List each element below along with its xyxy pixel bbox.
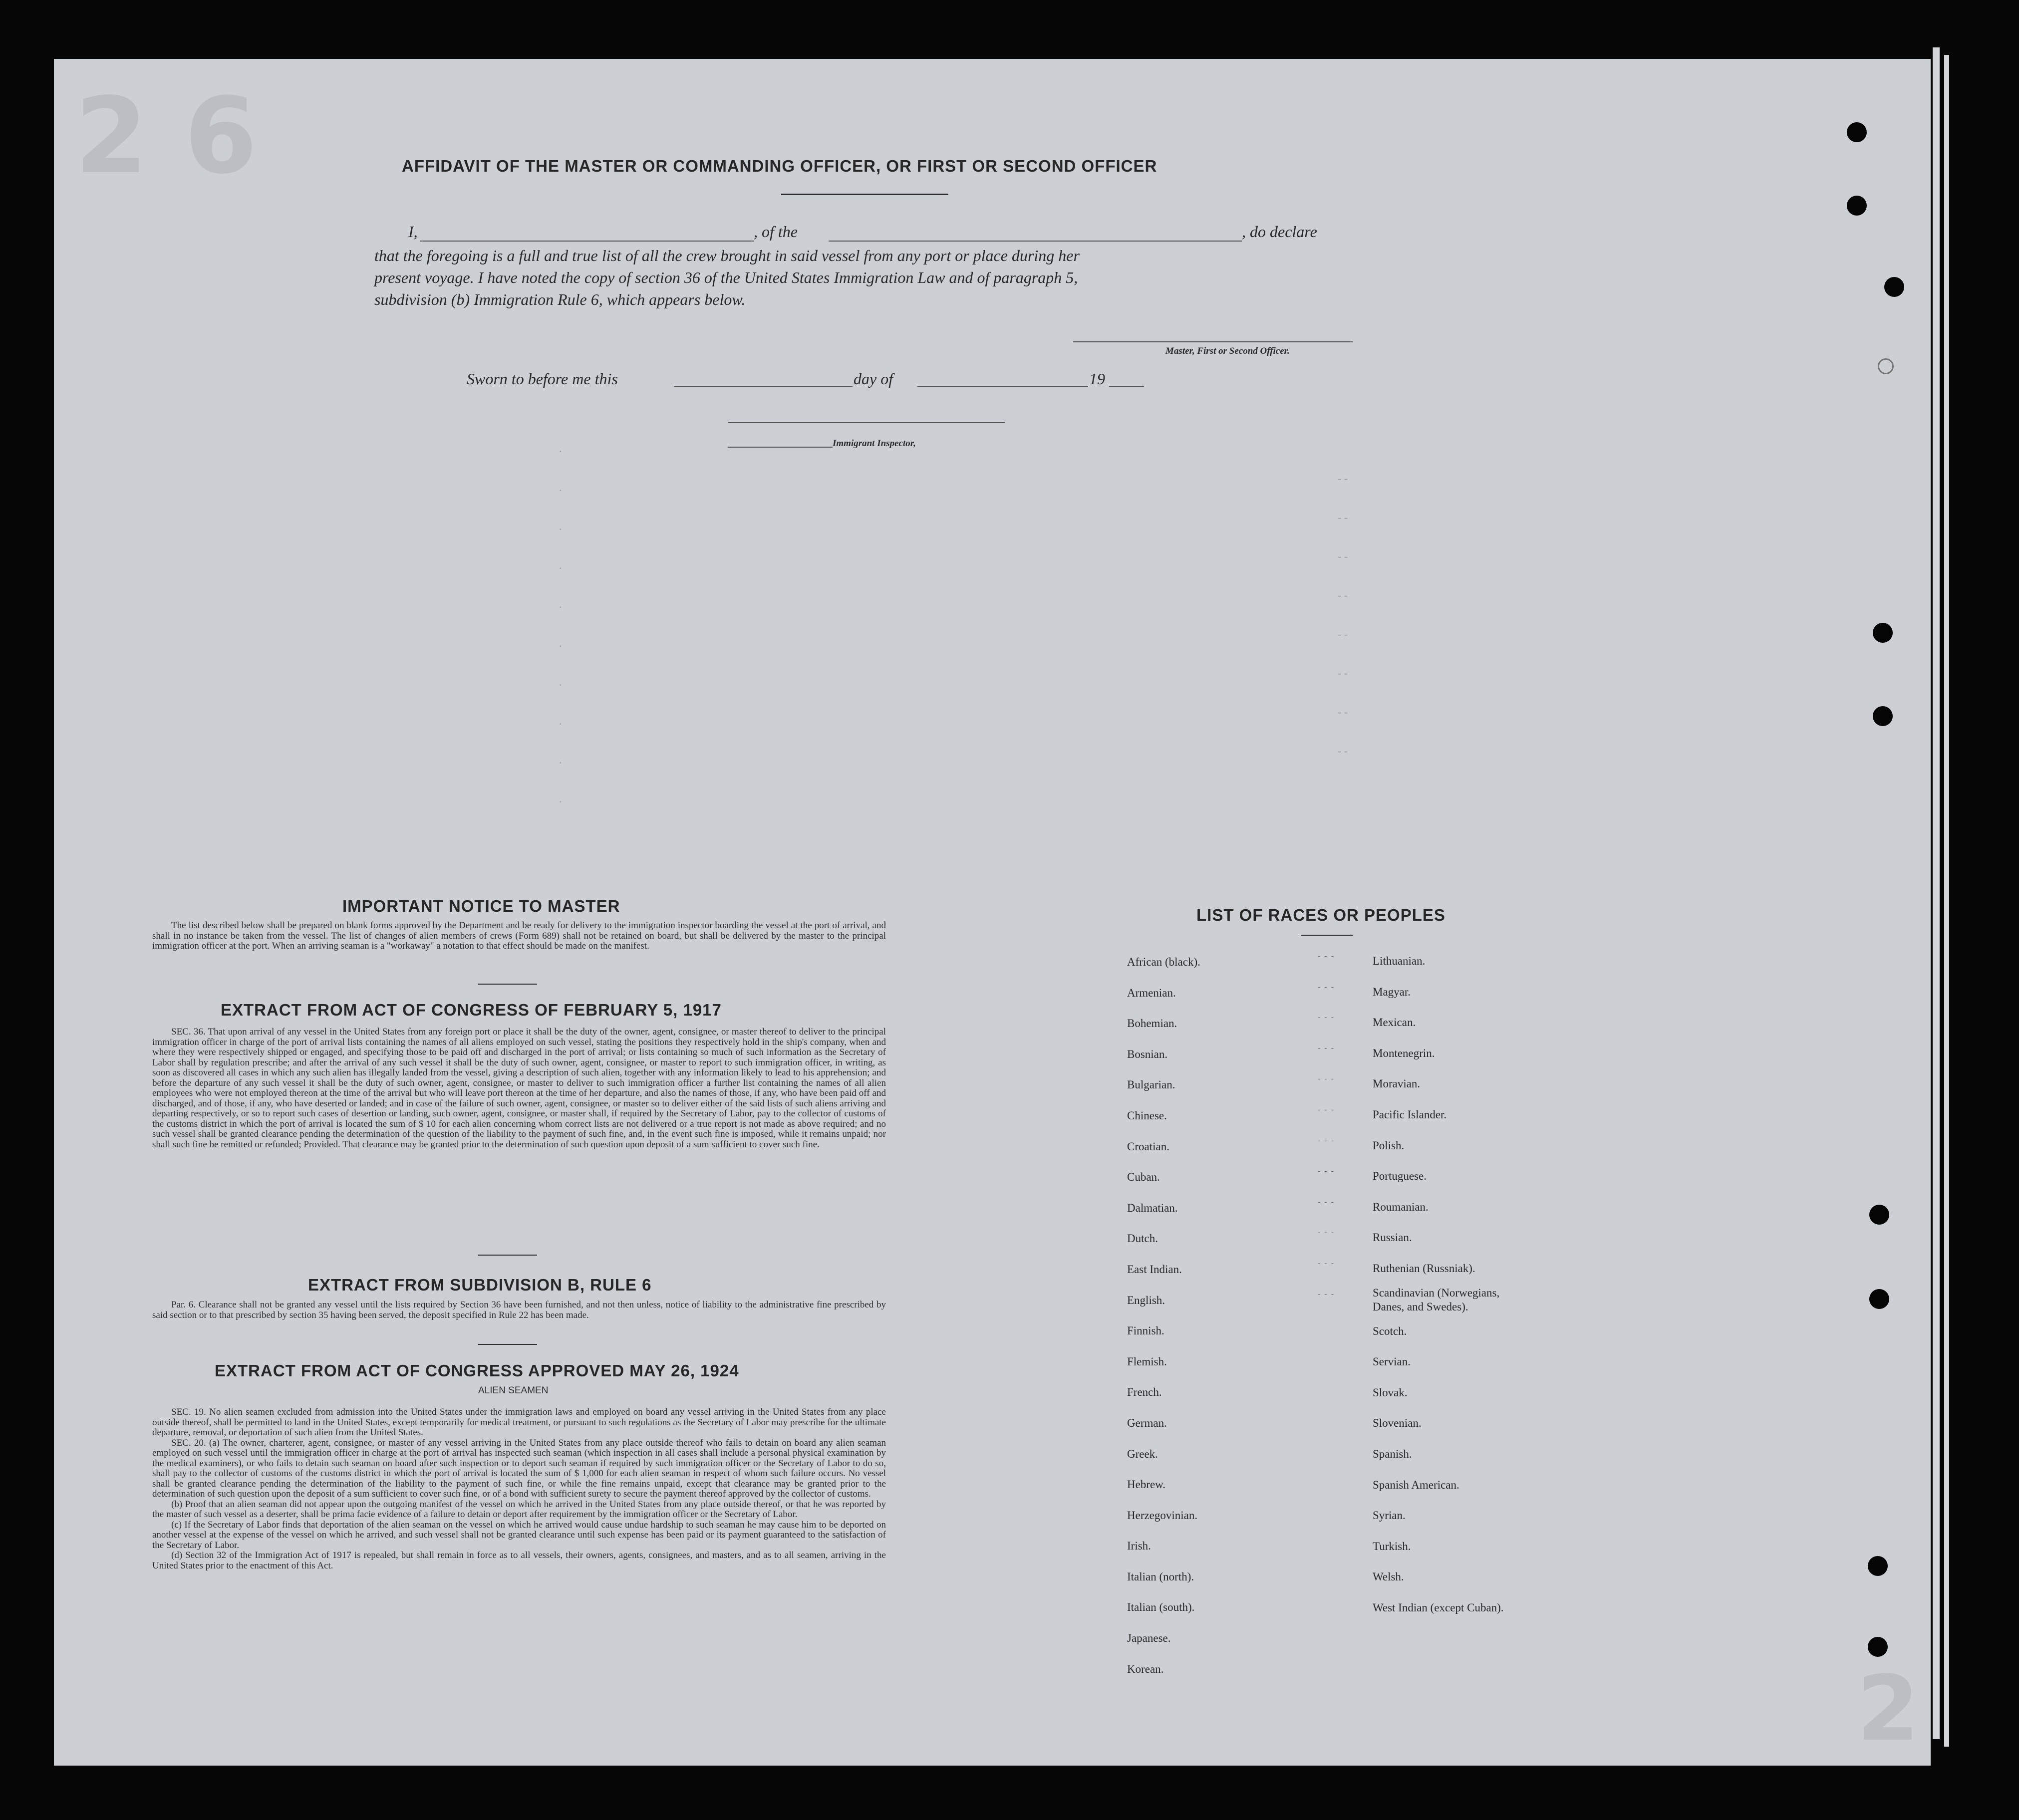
- leader-dots: [1318, 947, 1348, 1315]
- race-item: Welsh.: [1373, 1570, 1404, 1583]
- affidavit-line1-i: I,: [408, 223, 418, 241]
- binder-hole: [1873, 623, 1893, 643]
- affidavit-line1-of-the: , of the: [754, 223, 798, 241]
- alien-seamen-subheading: ALIEN SEAMEN: [478, 1385, 549, 1396]
- race-item: Spanish American.: [1373, 1478, 1459, 1491]
- race-item: Irish.: [1127, 1540, 1151, 1553]
- race-item: Polish.: [1373, 1139, 1405, 1152]
- race-item: Greek.: [1127, 1447, 1158, 1460]
- binder-hole: [1847, 122, 1867, 142]
- race-item: Slovak.: [1373, 1386, 1408, 1399]
- section-rule: [478, 984, 537, 985]
- sec20b-paragraph: (b) Proof that an alien seaman did not appear upon the outgoing manifest of the vessel on which he arrived in the United States from any place outside thereof, or that he was reported by the master of such vessel as a deserter, shall be prima facie evidence of a failure to detain or deport after requirement by the immigration officer or the Secretary of Labor.: [152, 1499, 886, 1520]
- affidavit-line1-declare: , do declare: [1242, 223, 1317, 241]
- binder-hole: [1873, 706, 1893, 726]
- races-heading: LIST OF RACES OR PEOPLES: [1196, 906, 1445, 924]
- race-item: Croatian.: [1127, 1140, 1169, 1153]
- vessel-blank-line[interactable]: [829, 241, 1242, 242]
- race-item: Portuguese.: [1373, 1170, 1427, 1183]
- race-item: German.: [1127, 1416, 1167, 1429]
- race-item: Spanish.: [1373, 1447, 1412, 1460]
- sec20d-paragraph: (d) Section 32 of the Immigration Act of 1917 is repealed, but shall remain in force as to all vessels, their owners, agents, consignees, and masters, and as to all seamen, arriving in the United States prior to the enactment of this Act.: [152, 1550, 886, 1571]
- race-item: Scandinavian (Norwegians, Danes, and Swedes).: [1373, 1286, 1500, 1313]
- race-item: Hebrew.: [1127, 1478, 1166, 1491]
- signature-line[interactable]: [1073, 341, 1353, 342]
- par6-paragraph: Par. 6. Clearance shall not be granted any vessel until the lists required by Section 36 have been furnished, and not then unless, notice of liability to the administrative fine prescribed by said section or to that prescribed by section 35 having been served, the deposit specified in Rule 22 has been made.: [152, 1300, 886, 1320]
- bleed-through-mark: 2 6: [75, 75, 258, 197]
- name-blank-line[interactable]: [420, 241, 754, 242]
- notice-body: [152, 921, 886, 952]
- section-rule: [478, 1344, 537, 1345]
- sworn-year: 19: [1089, 370, 1105, 388]
- race-item: African (black).: [1127, 956, 1200, 968]
- extract-1917-body: [152, 1027, 886, 1150]
- signature-caption: Master, First or Second Officer.: [1165, 346, 1290, 356]
- race-item: Dutch.: [1127, 1232, 1158, 1245]
- binder-hole: [1869, 1205, 1889, 1225]
- race-item: Magyar.: [1373, 985, 1411, 998]
- heading-rule: [781, 194, 948, 195]
- race-item: Lithuanian.: [1373, 955, 1426, 967]
- race-item: Chinese.: [1127, 1109, 1167, 1122]
- race-item: Korean.: [1127, 1662, 1164, 1675]
- race-item: Montenegrin.: [1373, 1046, 1435, 1059]
- race-item: Ruthenian (Russniak).: [1373, 1262, 1475, 1275]
- races-left-column: [1127, 947, 1200, 1684]
- section-rule: [478, 1255, 537, 1256]
- sec36-paragraph: SEC. 36. That upon arrival of any vessel in the United States from any foreign port or place it shall be the duty of the owner, agent, consignee, or master thereof to deliver to the principal immigration officer in charge of the port of arrival lists containing the names of all aliens employed on such vessel, stating the positions they respectively hold in the ship's company, when and where they were respectively shipped or engaged, and specifying those to be paid off and discharged in the port of arrival; or lists containing so much of such information as the Secretary of Labor shall by regulation prescribe; and after the arrival of any such vessel it shall be the duty of such owner, agent, consignee, or master to report to such immigration officer, in writing, as soon as discovered all cases in which any such alien has illegally landed from the vessel, giving a description of such alien, together with any information likely to lead to his apprehension; and before the departure of any such vessel it shall be the duty of such owner, agent, consignee, or master to deliver to such immigration officer a further list containing the names of all alien employees who were not employed thereon at the time of the arrival but who will leave port thereon at the time of her departure, and also the names of those, if any, who have been paid off and discharged, and of those, if any, who have deserted or landed; and in case of the failure of such owner, agent, consignee, or master so to deliver either of the said lists of such aliens arriving and departing respectively, or so to report such cases of desertion or landing, such owner, agent, consignee, or master shall, if required by the Secretary of Labor, pay to the collector of customs of the customs district in which the port of arrival is located the sum of $ 10 for each alien concerning whom correct lists are not delivered or a true report is not made as above required; and no such vessel shall be granted clearance pending the determination of the question of the liability to the payment of such fine, and, in the event such fine is imposed, while it remains unpaid; nor shall such fine be remitted or refunded; Provided. That clearance may be granted prior to the determination of such question upon deposit of a sum sufficient to cover such fine.: [152, 1027, 886, 1150]
- race-item: French.: [1127, 1386, 1162, 1399]
- affidavit-line3: present voyage. I have noted the copy of section 36 of the United States Immigration Law and of paragraph 5,: [374, 268, 1078, 286]
- sec19-paragraph: SEC. 19. No alien seamen excluded from admission into the United States under the immigration laws and employed on board any vessel arriving in the United States from any place outside thereof, shall be permitted to land in the United States, except temporarily for medical treatment, or pursuant to such regulations as the Secretary of Labor may prescribe for the ultimate departure, removal, or deportation of such alien from the United States.: [152, 1407, 886, 1438]
- page-edge: [1944, 55, 1949, 1747]
- binder-hole: [1847, 196, 1867, 216]
- race-item: West Indian (except Cuban).: [1373, 1601, 1504, 1614]
- binder-hole: [1868, 1637, 1888, 1657]
- races-right-column: [1373, 946, 1607, 1623]
- race-item: Finnish.: [1127, 1324, 1164, 1337]
- binder-hole: [1878, 358, 1894, 374]
- extract-1924-body: [152, 1407, 886, 1571]
- bleed-through-marks: . . . . . . . . . .: [559, 442, 562, 805]
- race-item: Italian (south).: [1127, 1601, 1195, 1614]
- race-item: Scotch.: [1373, 1324, 1407, 1337]
- race-item: Pacific Islander.: [1373, 1108, 1447, 1121]
- race-item: Bosnian.: [1127, 1047, 1168, 1060]
- race-item: Roumanian.: [1373, 1200, 1429, 1213]
- race-item: Japanese.: [1127, 1632, 1171, 1645]
- race-item: Dalmatian.: [1127, 1201, 1178, 1214]
- race-item: Russian.: [1373, 1231, 1412, 1244]
- notice-paragraph: The list described below shall be prepared on blank forms approved by the Department and be ready for delivery to the immigration inspector boarding the vessel at the port of arrival, and shall in no instance be taken from the vessel. The list of changes of alien members of crews (Form 689) shall not be retained on board, but shall be delivered by the master to the principal immigration officer at the port. When an arriving seaman is a "workaway" a notation to that effect should be made on the manifest.: [152, 920, 886, 951]
- race-item: Turkish.: [1373, 1540, 1411, 1553]
- sworn-day-line[interactable]: [674, 386, 853, 387]
- extract-rule6-body: [152, 1300, 886, 1320]
- extract-1924-heading: EXTRACT FROM ACT OF CONGRESS APPROVED MAY 26, 1924: [215, 1361, 739, 1380]
- binder-hole: [1884, 277, 1904, 297]
- sec20c-paragraph: (c) If the Secretary of Labor finds that deportation of the alien seaman on the vessel on which he arrived would cause undue hardship to such seaman he may cause him to be deported on another vessel at the expense of the vessel on which he arrived, and such vessel shall not be granted clearance until such expense has been paid or its payment guaranteed to the satisfaction of the Secretary of Labor.: [152, 1519, 886, 1551]
- sworn-day-of: day of: [854, 370, 893, 388]
- race-item: Bohemian.: [1127, 1017, 1177, 1030]
- race-item: Mexican.: [1373, 1016, 1416, 1029]
- race-item: Flemish.: [1127, 1355, 1167, 1368]
- binder-hole: [1868, 1556, 1888, 1576]
- bleed-through-marks: - - - - - - - - - - - - - - - -: [1338, 472, 1348, 757]
- heading-rule: [1301, 935, 1353, 936]
- affidavit-line4: subdivision (b) Immigration Rule 6, which appears below.: [374, 290, 746, 308]
- race-item: Servian.: [1373, 1355, 1411, 1368]
- binder-hole: [1869, 1289, 1889, 1309]
- inspector-caption: Immigrant Inspector,: [833, 438, 916, 449]
- inspector-line[interactable]: [728, 422, 1005, 423]
- inspector-short-line: [728, 447, 833, 448]
- notice-heading: IMPORTANT NOTICE TO MASTER: [342, 897, 620, 915]
- affidavit-line2: that the foregoing is a full and true list of all the crew brought in said vessel from any port or place during her: [374, 247, 1080, 264]
- race-item: Italian (north).: [1127, 1570, 1194, 1583]
- extract-rule6-heading: EXTRACT FROM SUBDIVISION B, RULE 6: [308, 1276, 652, 1294]
- bleed-through-mark: 2: [1857, 1657, 1920, 1761]
- race-item: Syrian.: [1373, 1509, 1406, 1522]
- race-item: East Indian.: [1127, 1263, 1182, 1276]
- sworn-month-line[interactable]: [917, 386, 1088, 387]
- race-item: English.: [1127, 1294, 1165, 1306]
- race-item: Herzegovinian.: [1127, 1509, 1198, 1522]
- sworn-year-line[interactable]: [1109, 386, 1144, 387]
- sworn-prefix: Sworn to before me this: [467, 370, 618, 388]
- race-item: Cuban.: [1127, 1171, 1160, 1184]
- extract-1917-heading: EXTRACT FROM ACT OF CONGRESS OF FEBRUARY 5, 1917: [221, 1001, 722, 1019]
- race-item: Moravian.: [1373, 1077, 1421, 1090]
- race-item: Armenian.: [1127, 986, 1176, 999]
- race-item: Bulgarian.: [1127, 1078, 1175, 1091]
- race-item: Slovenian.: [1373, 1417, 1422, 1430]
- affidavit-heading: AFFIDAVIT OF THE MASTER OR COMMANDING OFFICER, OR FIRST OR SECOND OFFICER: [402, 157, 1157, 175]
- page-edge: [1933, 47, 1940, 1739]
- sec20a-paragraph: SEC. 20. (a) The owner, charterer, agent, consignee, or master of any vessel arriving in the United States from any place outside thereof who fails to detain on board any alien seaman employed on such vessel until the immigration officer in charge at the port of arrival has inspected such seaman (which inspection in all cases shall include a personal physical examination by the medical examiners), or who fails to detain such seaman on board after such inspection or to deport such seaman if required by such immigration officer or the Secretary of Labor to do so, shall pay to the collector of customs of the customs district in which the port of arrival is located the sum of $ 1,000 for each alien seaman in respect of whom such failure occurs. No vessel shall be granted clearance pending the determination of the liability to the payment of such fine, or while the fine remains unpaid, except that clearance may be granted prior to the determination of such question upon the deposit of a sum sufficient to cover such fine, or of a bond with sufficient surety to secure the payment thereof approved by the collector of customs.: [152, 1437, 886, 1499]
